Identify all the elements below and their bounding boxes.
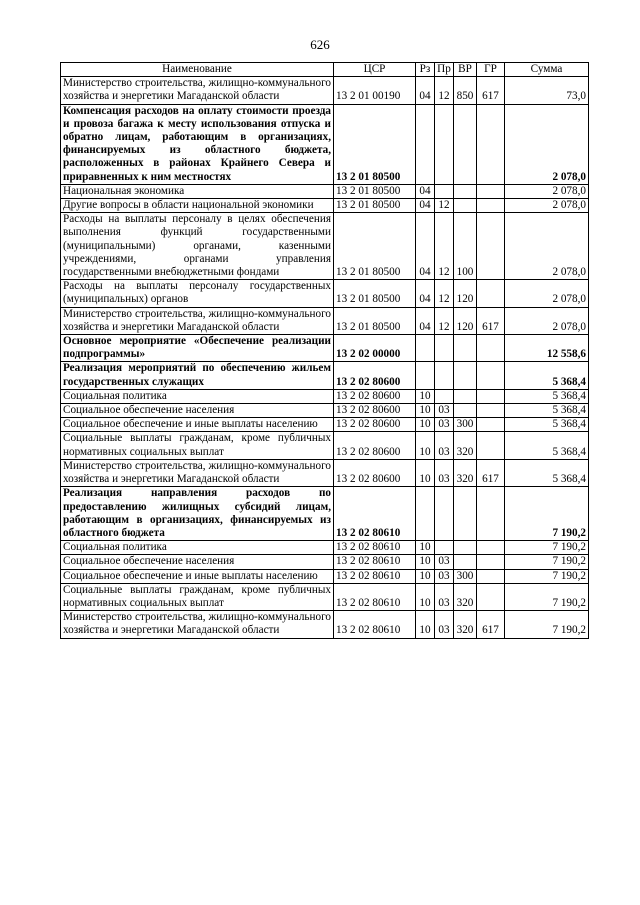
cell-rz: 10 <box>416 404 435 418</box>
cell-pr: 03 <box>435 583 454 610</box>
cell-vr <box>454 104 477 184</box>
table-row <box>61 77 589 104</box>
cell-rz: 10 <box>416 389 435 403</box>
cell-csr: 13 2 01 80500 <box>334 280 416 307</box>
cell-gr <box>477 487 505 541</box>
cell-csr: 13 2 02 80610 <box>334 569 416 583</box>
cell-pr <box>435 389 454 403</box>
cell-gr: 617 <box>477 77 505 104</box>
cell-rz <box>416 104 435 184</box>
cell-name: Национальная экономика <box>61 184 334 198</box>
cell-csr: 13 2 02 00000 <box>334 335 416 362</box>
cell-sum: 7 190,2 <box>505 541 589 555</box>
cell-name: Реализация мероприятий по обеспечению жильем государственных служащих <box>61 362 334 389</box>
cell-gr: 617 <box>477 611 505 638</box>
cell-sum: 5 368,4 <box>505 404 589 418</box>
cell-name: Социальная политика <box>61 389 334 403</box>
budget-table <box>60 62 589 639</box>
cell-rz: 04 <box>416 213 435 280</box>
cell-csr: 13 2 02 80600 <box>334 418 416 432</box>
cell-pr: 03 <box>435 432 454 459</box>
cell-name: Министерство строительства, жилищно-коммунального хозяйства и энергетики Магаданской области <box>61 77 334 104</box>
cell-sum: 2 078,0 <box>505 213 589 280</box>
table-row <box>61 569 589 583</box>
cell-vr: 120 <box>454 280 477 307</box>
cell-sum: 5 368,4 <box>505 418 589 432</box>
table-row <box>61 418 589 432</box>
cell-sum: 73,0 <box>505 77 589 104</box>
cell-pr <box>435 541 454 555</box>
cell-rz <box>416 362 435 389</box>
cell-sum: 12 558,6 <box>505 335 589 362</box>
cell-pr <box>435 184 454 198</box>
cell-csr: 13 2 01 00190 <box>334 77 416 104</box>
cell-gr <box>477 104 505 184</box>
page-number: 626 <box>310 37 330 52</box>
table-row <box>61 362 589 389</box>
cell-csr: 13 2 01 80500 <box>334 307 416 334</box>
table-row <box>61 184 589 198</box>
cell-rz <box>416 487 435 541</box>
cell-sum: 7 190,2 <box>505 583 589 610</box>
cell-rz: 10 <box>416 459 435 486</box>
cell-name: Министерство строительства, жилищно-коммунального хозяйства и энергетики Магаданской области <box>61 307 334 334</box>
cell-sum: 2 078,0 <box>505 104 589 184</box>
table-row <box>61 583 589 610</box>
cell-sum: 5 368,4 <box>505 389 589 403</box>
cell-pr: 12 <box>435 213 454 280</box>
cell-vr: 300 <box>454 569 477 583</box>
cell-rz: 10 <box>416 432 435 459</box>
header-csr: ЦСР <box>334 63 416 77</box>
cell-name: Реализация направления расходов по предоставлению жилищных субсидий лицам, работающим в организациях, финансируемых из областного бюджета <box>61 487 334 541</box>
cell-pr: 12 <box>435 199 454 213</box>
cell-vr: 100 <box>454 213 477 280</box>
cell-name: Компенсация расходов на оплату стоимости проезда и провоза багажа к месту использования отпуска и обратно лицам, работающим в организациях, финансируемых из областного бюджета, расположенных в районах Крайнего Севера и приравненных к ним местностях <box>61 104 334 184</box>
cell-gr <box>477 184 505 198</box>
cell-csr: 13 2 02 80610 <box>334 611 416 638</box>
cell-name: Социальная политика <box>61 541 334 555</box>
cell-rz: 04 <box>416 199 435 213</box>
cell-csr: 13 2 02 80610 <box>334 541 416 555</box>
cell-rz: 04 <box>416 184 435 198</box>
cell-csr: 13 2 01 80500 <box>334 199 416 213</box>
cell-vr: 320 <box>454 432 477 459</box>
cell-gr <box>477 569 505 583</box>
cell-pr <box>435 104 454 184</box>
cell-sum: 7 190,2 <box>505 555 589 569</box>
cell-gr <box>477 213 505 280</box>
table-row <box>61 104 589 184</box>
cell-sum: 5 368,4 <box>505 432 589 459</box>
cell-csr: 13 2 02 80600 <box>334 362 416 389</box>
cell-gr <box>477 389 505 403</box>
cell-name: Социальные выплаты гражданам, кроме публичных нормативных социальных выплат <box>61 432 334 459</box>
cell-vr <box>454 541 477 555</box>
cell-rz: 10 <box>416 583 435 610</box>
table-row <box>61 213 589 280</box>
table-row <box>61 541 589 555</box>
cell-name: Социальные выплаты гражданам, кроме публичных нормативных социальных выплат <box>61 583 334 610</box>
cell-rz: 10 <box>416 611 435 638</box>
cell-pr <box>435 487 454 541</box>
table-row <box>61 307 589 334</box>
table-row <box>61 487 589 541</box>
cell-gr <box>477 418 505 432</box>
cell-pr <box>435 335 454 362</box>
cell-name: Расходы на выплаты персоналу в целях обеспечения выполнения функций государственными (муниципальными) органами, казенными учреждениями, органами управления государственными внебюджетными фондами <box>61 213 334 280</box>
cell-csr: 13 2 02 80600 <box>334 404 416 418</box>
cell-name: Социальное обеспечение и иные выплаты населению <box>61 569 334 583</box>
table-row <box>61 280 589 307</box>
cell-pr: 12 <box>435 307 454 334</box>
header-pr: Пр <box>435 63 454 77</box>
table-row <box>61 432 589 459</box>
cell-name: Министерство строительства, жилищно-коммунального хозяйства и энергетики Магаданской области <box>61 611 334 638</box>
cell-gr <box>477 335 505 362</box>
cell-sum: 7 190,2 <box>505 611 589 638</box>
cell-pr <box>435 362 454 389</box>
cell-csr: 13 2 02 80600 <box>334 459 416 486</box>
table-body <box>61 77 589 638</box>
cell-csr: 13 2 02 80610 <box>334 555 416 569</box>
cell-csr: 13 2 02 80610 <box>334 583 416 610</box>
cell-name: Другие вопросы в области национальной экономики <box>61 199 334 213</box>
cell-pr: 03 <box>435 459 454 486</box>
cell-sum: 2 078,0 <box>505 307 589 334</box>
cell-gr <box>477 583 505 610</box>
table-row <box>61 555 589 569</box>
cell-vr: 850 <box>454 77 477 104</box>
cell-pr: 03 <box>435 569 454 583</box>
cell-csr: 13 2 01 80500 <box>334 213 416 280</box>
header-sum: Сумма <box>505 63 589 77</box>
cell-name: Основное мероприятие «Обеспечение реализации подпрограммы» <box>61 335 334 362</box>
cell-gr <box>477 362 505 389</box>
cell-pr: 03 <box>435 611 454 638</box>
cell-name: Социальное обеспечение населения <box>61 555 334 569</box>
cell-sum: 7 190,2 <box>505 487 589 541</box>
cell-gr <box>477 555 505 569</box>
cell-rz: 04 <box>416 307 435 334</box>
header-name: Наименование <box>61 63 334 77</box>
cell-vr: 320 <box>454 459 477 486</box>
cell-vr <box>454 389 477 403</box>
cell-vr: 120 <box>454 307 477 334</box>
cell-vr: 320 <box>454 611 477 638</box>
cell-name: Расходы на выплаты персоналу государственных (муниципальных) органов <box>61 280 334 307</box>
cell-vr <box>454 362 477 389</box>
cell-gr <box>477 280 505 307</box>
cell-gr: 617 <box>477 459 505 486</box>
cell-rz <box>416 335 435 362</box>
cell-sum: 2 078,0 <box>505 184 589 198</box>
cell-rz: 10 <box>416 418 435 432</box>
cell-csr: 13 2 02 80610 <box>334 487 416 541</box>
header-gr: ГР <box>477 63 505 77</box>
cell-sum: 2 078,0 <box>505 280 589 307</box>
table-row <box>61 611 589 638</box>
cell-pr: 03 <box>435 418 454 432</box>
cell-gr <box>477 199 505 213</box>
cell-csr: 13 2 01 80500 <box>334 104 416 184</box>
cell-pr: 12 <box>435 280 454 307</box>
cell-csr: 13 2 01 80500 <box>334 184 416 198</box>
cell-sum: 2 078,0 <box>505 199 589 213</box>
cell-sum: 5 368,4 <box>505 459 589 486</box>
header-row <box>61 63 589 77</box>
cell-pr: 03 <box>435 404 454 418</box>
cell-vr <box>454 404 477 418</box>
table-row <box>61 199 589 213</box>
table-row <box>61 404 589 418</box>
cell-name: Социальное обеспечение населения <box>61 404 334 418</box>
cell-rz: 10 <box>416 541 435 555</box>
cell-sum: 5 368,4 <box>505 362 589 389</box>
table-row <box>61 459 589 486</box>
cell-pr: 03 <box>435 555 454 569</box>
cell-sum: 7 190,2 <box>505 569 589 583</box>
cell-name: Министерство строительства, жилищно-коммунального хозяйства и энергетики Магаданской области <box>61 459 334 486</box>
cell-vr: 300 <box>454 418 477 432</box>
cell-pr: 12 <box>435 77 454 104</box>
cell-vr <box>454 555 477 569</box>
cell-vr <box>454 184 477 198</box>
cell-vr <box>454 335 477 362</box>
cell-gr: 617 <box>477 307 505 334</box>
header-vr: ВР <box>454 63 477 77</box>
cell-name: Социальное обеспечение и иные выплаты населению <box>61 418 334 432</box>
cell-vr: 320 <box>454 583 477 610</box>
cell-rz: 10 <box>416 555 435 569</box>
cell-gr <box>477 432 505 459</box>
header-rz: Рз <box>416 63 435 77</box>
table-row <box>61 335 589 362</box>
cell-gr <box>477 541 505 555</box>
cell-rz: 10 <box>416 569 435 583</box>
cell-csr: 13 2 02 80600 <box>334 432 416 459</box>
cell-rz: 04 <box>416 77 435 104</box>
cell-csr: 13 2 02 80600 <box>334 389 416 403</box>
cell-vr <box>454 199 477 213</box>
cell-vr <box>454 487 477 541</box>
cell-rz: 04 <box>416 280 435 307</box>
cell-gr <box>477 404 505 418</box>
table-row <box>61 389 589 403</box>
